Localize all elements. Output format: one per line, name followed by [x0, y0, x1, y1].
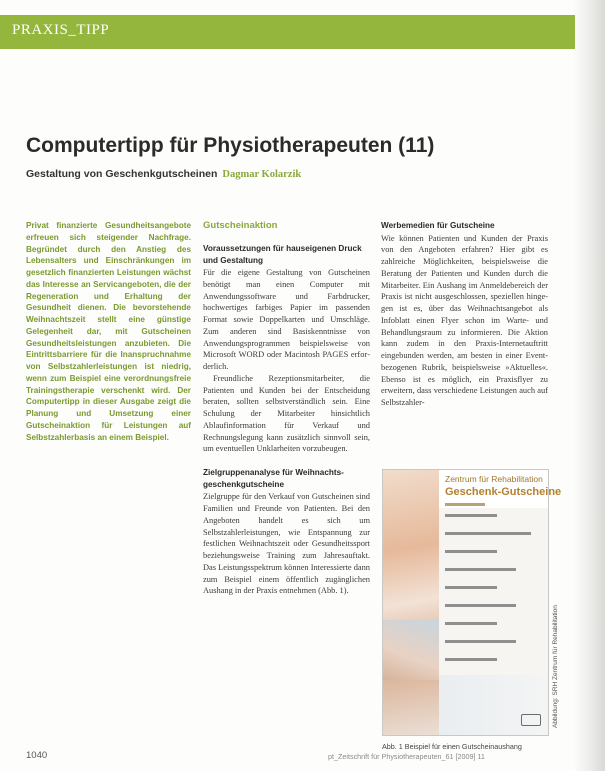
section-heading-gutscheinaktion: Gutscheinaktion [203, 220, 278, 231]
flyer-photo-strip [383, 470, 439, 735]
author-name: Dagmar Kolarzik [222, 169, 302, 180]
paragraph-werbemedien: Wie können Patienten und Kunden der Praxis von den Angeboten erfahren? Hier gibt es zahlreiche Möglichkeiten, beispielsweise die Beratung der Patienten und Kunden durch die Mitarbeiter. Ein Aushang im Anmeldebereich der Praxis ist nicht ausgeschlossen, speziellen hingegen ist es, über das Weihnachtsangebot als Infoblatt einen Flyer schon im Warte- und Behandlungsraum zu informieren. Die Aktion kann zudem in den Praxis-Internetauftritt eingebunden werden, am besten in einer Event-bezogenen Rubrik, beispielsweise »Aktuelles«. Ebenso ist es möglich, ein Praxisflyer zu erweitern, dass verschiedene Leistungen auch auf Selbstzahler- [381, 233, 548, 408]
flyer-offer-line [445, 658, 497, 661]
image-credit: Abbildung: SRH Zentrum für Rehabilitation [552, 605, 559, 728]
section-band [0, 15, 575, 49]
flyer-title-line1: Zentrum für Rehabilitation [445, 474, 543, 484]
flyer-bottom-photo [439, 675, 548, 735]
page-spine-shadow [573, 0, 605, 771]
flyer-photo-strip-lower [383, 620, 439, 680]
flyer-offer-line [445, 586, 497, 589]
srh-logo [521, 714, 541, 726]
paragraph-rezeption: Freundliche Rezeptionsmitarbeiter, die Patienten und Kunden bei der Entscheidung beraten, sollten selbstverständlich sein. Eine Schulung der Mitarbeiter hinsichtlich Ablaufinformation für Verkauf und Rechnungslegung kann zusätzlich sinnvoll sein, um eventuellen Unklarheiten vorzubeugen. [203, 373, 370, 454]
subheading-zielgruppe: Zielgruppenanalyse für Weihnachtsgeschenkgutscheine [203, 468, 344, 489]
article-subtitle: Gestaltung von Geschenkgutscheinen [26, 168, 218, 180]
subheading-voraussetzungen: Voraussetzungen für hauseigenen Druck und Gestaltung [203, 244, 362, 265]
flyer-offer-line [445, 532, 531, 535]
flyer-offer-line [445, 568, 516, 571]
flyer-tagline [445, 503, 485, 506]
flyer-title-line2: Geschenk-Gutscheine [445, 486, 562, 498]
flyer-offer-line [445, 550, 497, 553]
flyer-offer-list [445, 514, 540, 676]
page-number: 1040 [26, 750, 48, 761]
flyer-offer-line [445, 622, 497, 625]
paragraph-voraussetzungen: Für die eigene Gestaltung von Gutscheinen benötigt man einen Computer mit Anwendungssoftware und Farbdrucker, hochwertiges farbiges Papier im passenden Format sowie Doppelkarten und Umschläge. Zum anderen sind Basiskenntnisse von Anwendungsprogrammen beispielsweise von Microsoft WORD oder Macintosh PAGES erforderlich. [203, 268, 370, 372]
journal-footer: pt_Zeitschrift für Physiotherapeuten_61 [2009] 11 [328, 752, 485, 761]
section-label: PRAXIS_TIPP [12, 22, 110, 38]
column-middle [203, 220, 370, 597]
flyer-offer-line [445, 604, 516, 607]
flyer-offer-line [445, 514, 497, 517]
article-title: Computertipp für Physiotherapeuten (11) [26, 134, 435, 157]
flyer-offer-line [445, 640, 516, 643]
column-right [381, 220, 548, 409]
column-intro [26, 220, 191, 443]
paragraph-zielgruppe: Zielgruppe für den Verkauf von Gutscheinen sind Familien und Freunde von Patienten. Bei den Angeboten handelt es sich um Selbstzahlerleistungen, wie Entspannung zur festlichen Weihnachtszeit oder Gesundheitssport beziehungsweise Training zum Jahresauftakt. Das Leistungsspektrum können Interessierte dann zum Beispiel einem öffentlich zugänglichen Aushang in der Praxis entnehmen (Abb. 1). [203, 492, 370, 596]
subheading-werbemedien: Werbemedien für Gutscheine [381, 221, 495, 230]
article-subtitle-line [26, 168, 301, 180]
intro-paragraph: Privat finanzierte Gesundheitsangebote erfreuen sich steigender Nachfrage. Begründet durch den Anstieg des Lebensalters und Einschränkungen im gesetzlich finanzierten Leistungen wächst das Interesse an Servicangeboten, die der Regeneration und Erhaltung der Gesundheit dienen. Die bevorstehende Weihnachtszeit stellt eine günstige Gelegenheit dar, mit Gutscheinen Gesundheitsleistungen anzubieten. Die Eintrittsbarriere für die Inanspruchnahme von Selbstzahlerleistungen ist niedrig, wenn zum Beispiel eine verordnungsfreie Trainingstherapie verschenkt wird. Der Computertipp in dieser Ausgabe zeigt die Planung und Umsetzung einer Gutscheinaktion für Leistungen auf Selbstzahlerbasis an einem Beispiel. [26, 221, 191, 442]
figure-caption: Abb. 1 Beispiel für einen Gutscheinaushang [382, 742, 522, 751]
